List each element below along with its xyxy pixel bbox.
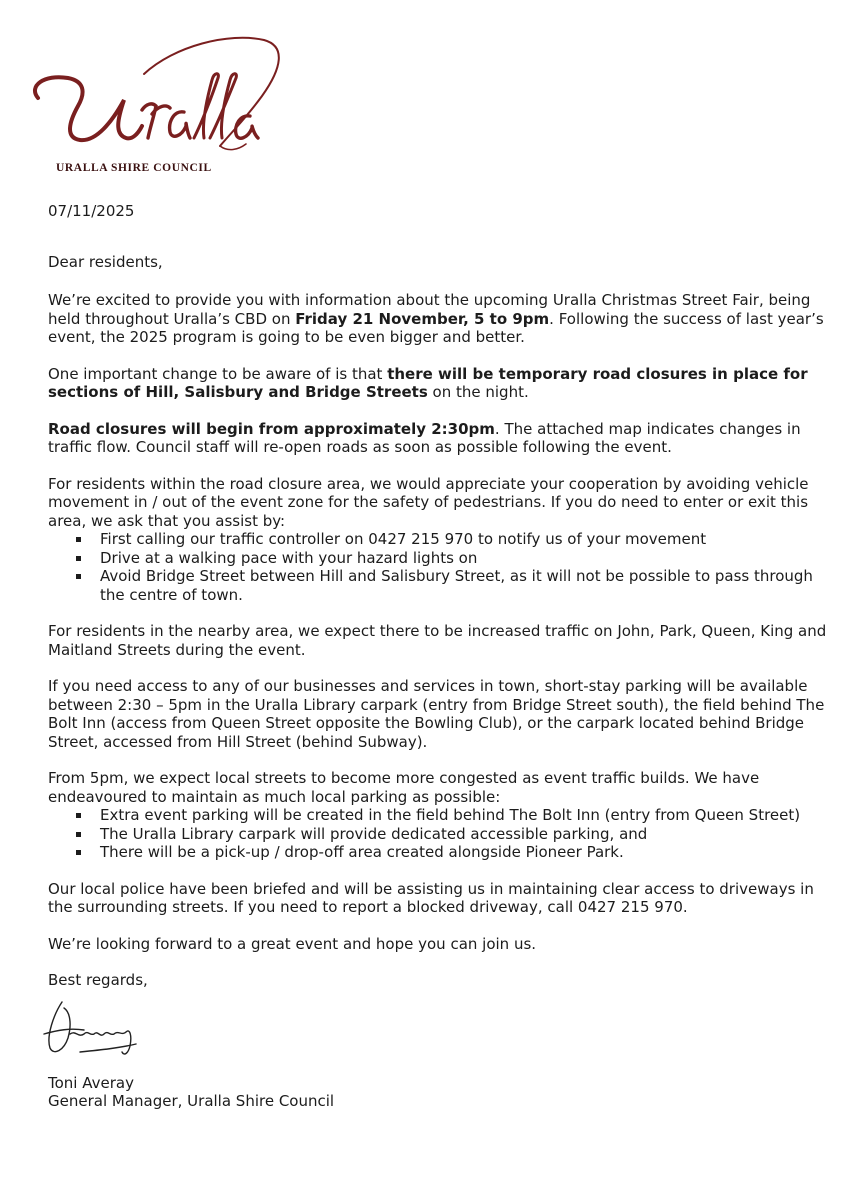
list-item: First calling our traffic controller on 0427 215 970 to notify us of your movement xyxy=(100,530,828,549)
council-logo xyxy=(24,26,284,174)
paragraph-short-stay-parking: If you need access to any of our businesses and services in town, short-stay parking will be available between 2:30 – 5pm in the Uralla Library carpark (entry from Bridge Street south), the field behind The Bolt Inn (access from Queen Street opposite the Bowling Club), or the carpark located behind Bridge Street, accessed from Hill Street (behind Subway). xyxy=(48,677,825,751)
letter-date: 07/11/2025 xyxy=(48,202,135,220)
letter-body xyxy=(48,202,828,1111)
uralla-script-logo xyxy=(24,26,284,166)
paragraph-nearby-traffic: For residents in the nearby area, we expect there to be increased traffic on John, Park, Queen, King and Maitland Streets during the event. xyxy=(48,622,827,659)
council-name: URALLA SHIRE COUNCIL xyxy=(56,162,212,174)
signer-name: Toni Averay xyxy=(48,1073,134,1092)
signer-title: General Manager, Uralla Shire Council xyxy=(48,1092,335,1110)
paragraph-closing: We’re looking forward to a great event and hope you can join us. xyxy=(48,934,537,953)
signature xyxy=(40,994,150,1064)
handwritten-signature xyxy=(40,994,150,1064)
list-item: The Uralla Library carpark will provide dedicated accessible parking, and xyxy=(100,825,828,844)
paragraph-intro: We’re excited to provide you with information about the upcoming Uralla Christmas Street Fair, being held throughout Uralla’s CBD on Friday 21 November, 5 to 9pm. Following the success of last year’s event, the 2025 program is going to be even bigger and better. xyxy=(48,291,824,346)
list-item: Drive at a walking pace with your hazard lights on xyxy=(100,549,828,568)
signoff: Best regards, xyxy=(48,971,148,989)
paragraph-event-parking: From 5pm, we expect local streets to become more congested as event traffic builds. We have endeavoured to maintain as much local parking as possible: xyxy=(48,769,760,806)
paragraph-residents-request: For residents within the road closure area, we would appreciate your cooperation by avoiding vehicle movement in / out of the event zone for the safety of pedestrians. If you do need to enter or exit this area, we ask that you assist by: xyxy=(48,474,809,530)
paragraph-police: Our local police have been briefed and will be assisting us in maintaining clear access to driveways in the surrounding streets. If you need to report a blocked driveway, call 0427 215 970. xyxy=(48,879,814,916)
parking-list xyxy=(48,806,828,862)
list-item: There will be a pick-up / drop-off area created alongside Pioneer Park. xyxy=(100,843,828,862)
paragraph-closure-notice: One important change to be aware of is that there will be temporary road closures in place for sections of Hill, Salisbury and Bridge Streets on the night. xyxy=(48,364,808,401)
residents-instructions-list xyxy=(48,530,828,604)
greeting: Dear residents, xyxy=(48,252,163,271)
list-item: Avoid Bridge Street between Hill and Salisbury Street, as it will not be possible to pass through the centre of town. xyxy=(100,567,828,604)
list-item: Extra event parking will be created in the field behind The Bolt Inn (entry from Queen Street) xyxy=(100,806,828,825)
paragraph-closure-time: Road closures will begin from approximately 2:30pm. The attached map indicates changes in traffic flow. Council staff will re-open roads as soon as possible following the event. xyxy=(48,419,801,456)
